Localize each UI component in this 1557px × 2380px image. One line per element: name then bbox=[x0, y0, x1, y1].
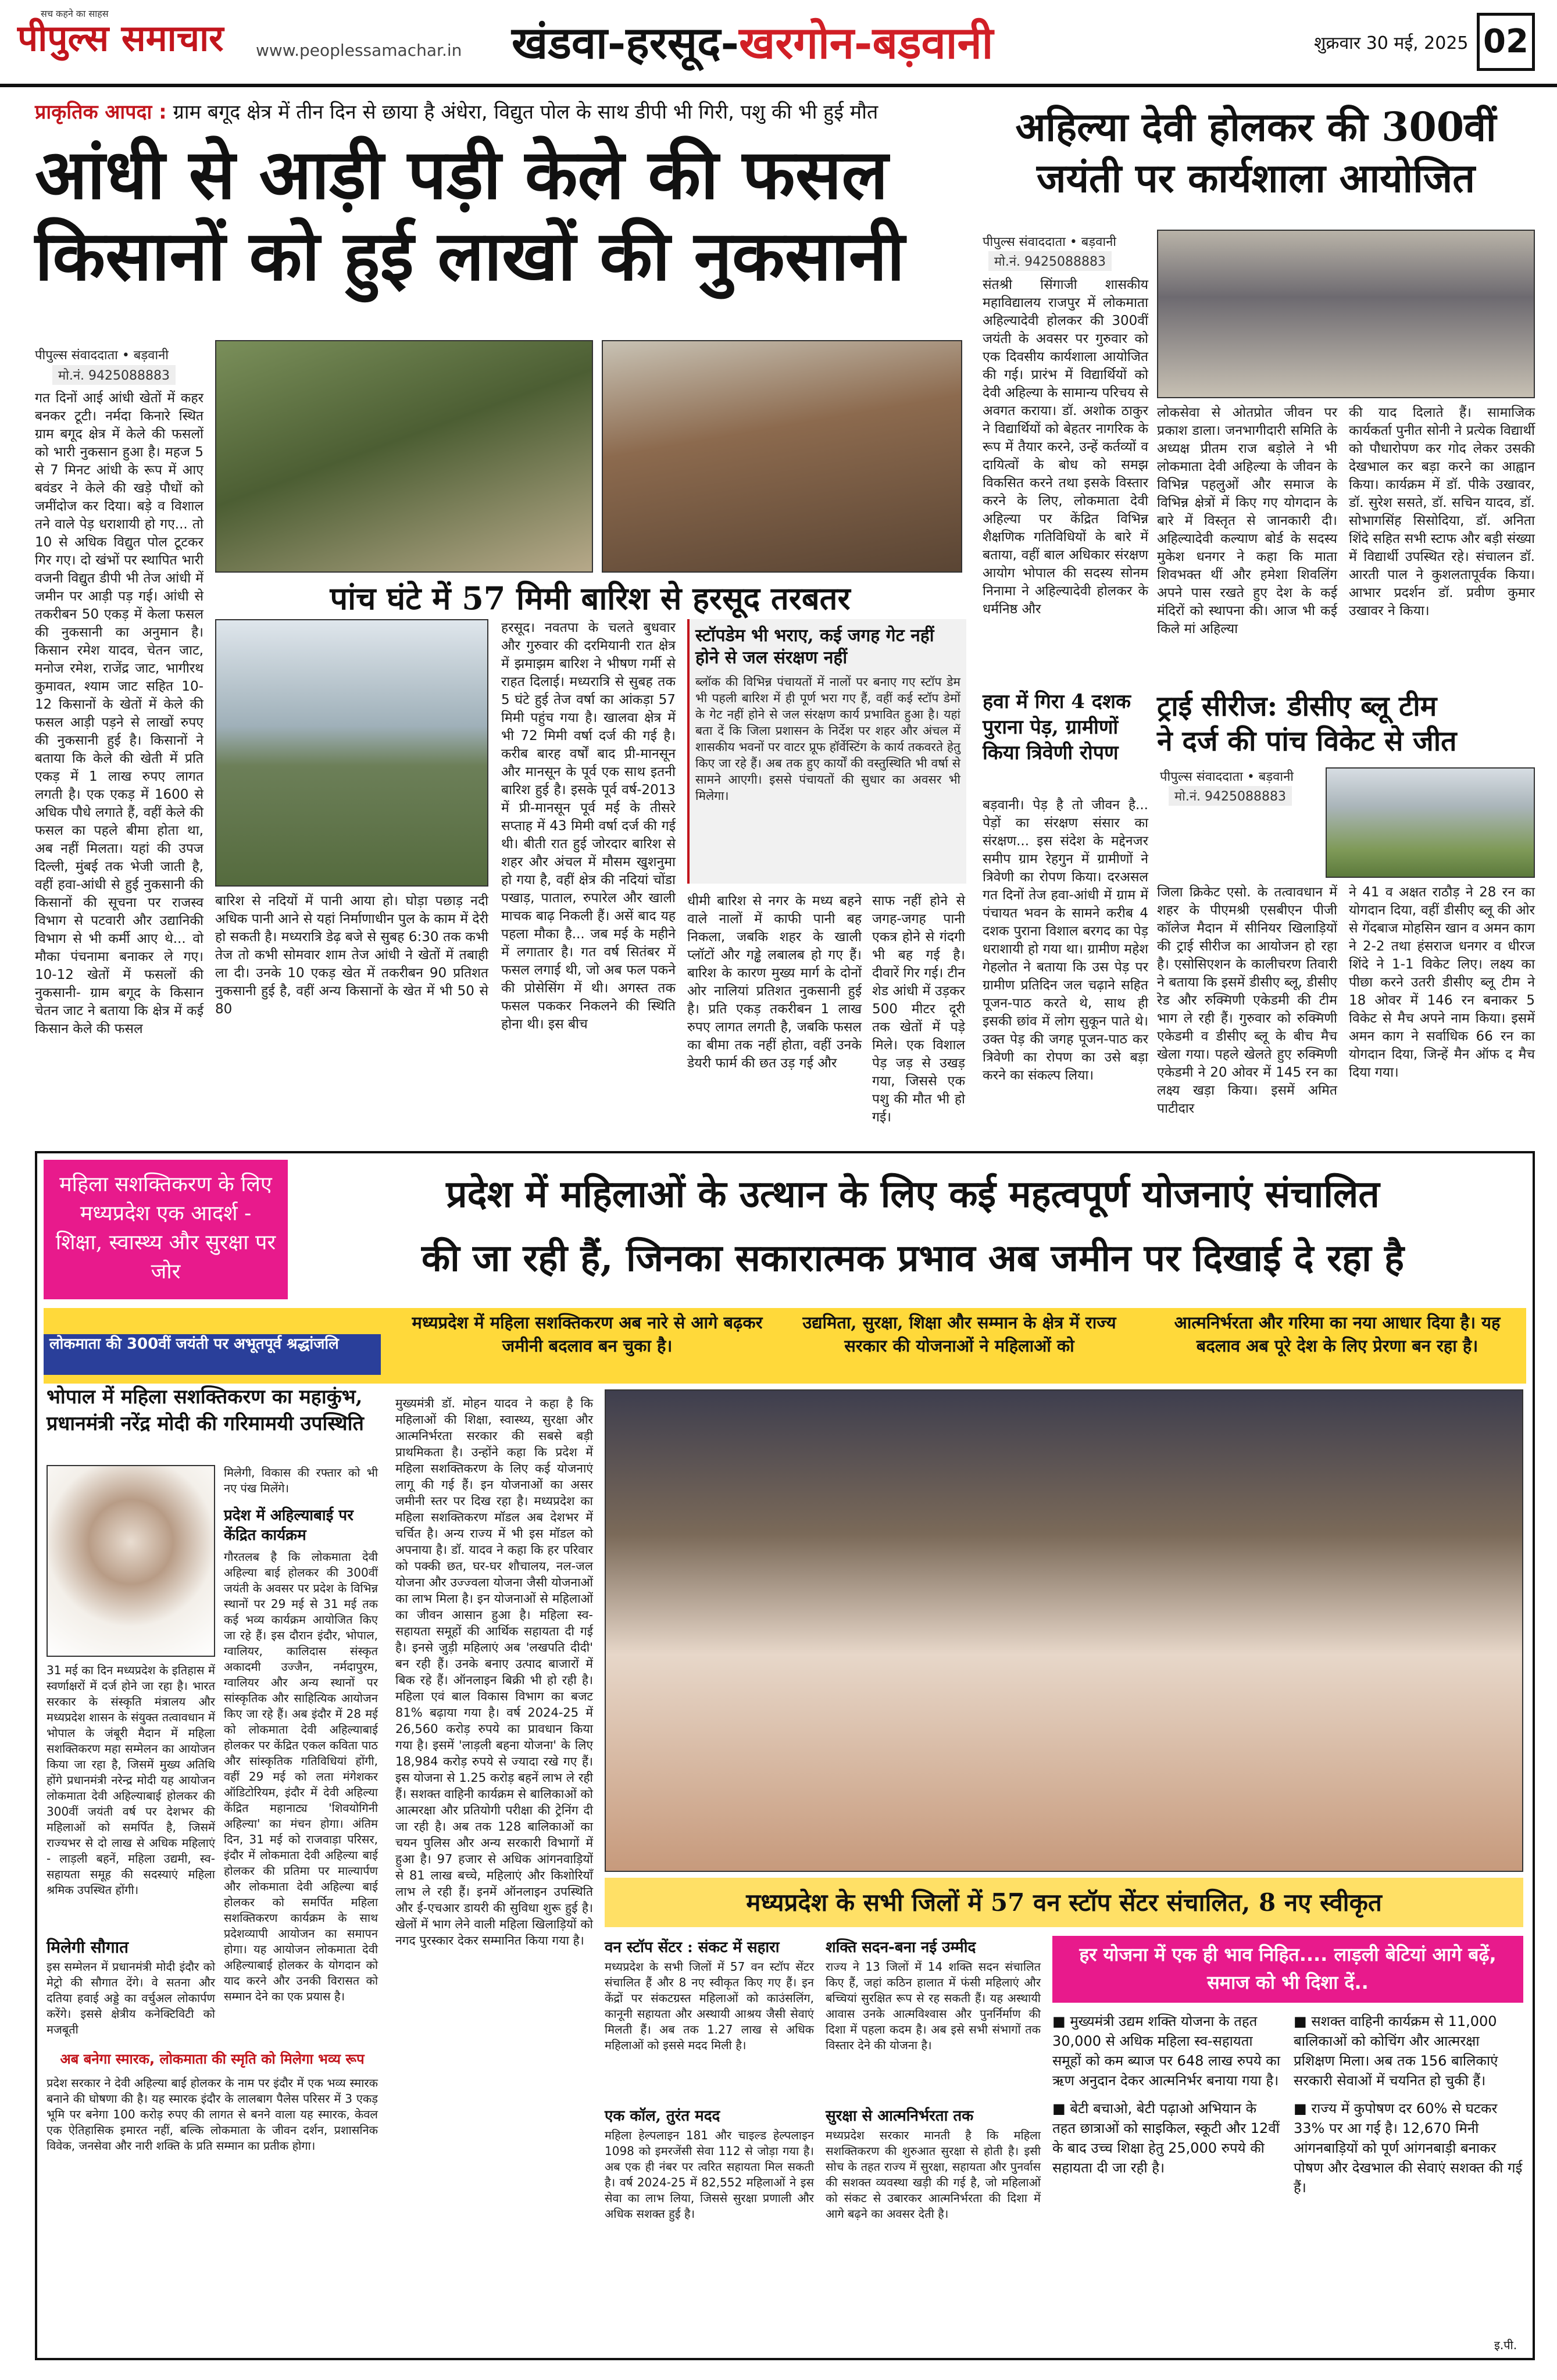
rain-column-4: साफ नहीं होने से जगह-जगह पानी एकत्र होने से गंदगी भी बह गई है। दीवारें गिर गई। टीन शेड आंधी में उड़कर 500 मीटर दूरी तक खेतों में पड़े मिले। एक विशाल पेड़ जड़ से उखड़ गया, जिससे एक पशु की मौत भी हो गई। bbox=[872, 894, 965, 1125]
cm-statement: मुख्यमंत्री डॉ. मोहन यादव ने कहा है कि महिलाओं की शिक्षा, स्वास्थ्य, सुरक्षा और आत्मनिर्भरता सरकार की सबसे बड़ी प्राथमिकता है। उन्होंने कहा कि प्रदेश में महिला सशक्तिकरण के लिए कई योजनाएं लागू की गई हैं। इन योजनाओं का असर जमीनी स्तर पर दिख रहा है। मध्यप्रदेश का महिला सशक्तिकरण मॉडल अब देशभर में चर्चित है। अन्य राज्य में भी इस मॉडल को अपनाया है। डॉ. यादव ने कहा कि हर परिवार को पक्की छत, घर-घर शौचालय, नल-जल योजना और उज्ज्वला योजना जैसी योजनाओं का लाभ मिला है। इन योजनाओं से महिलाओं का जीवन आसान हुआ है। महिला स्व-सहायता समूहों की आर्थिक सहायता दी गई है। इनसे जुड़ी महिलाएं अब 'लखपति दीदी' बन रही हैं। उनके बनाए उत्पाद बाजारों में बिक रहे हैं। ऑनलाइन बिक्री भी हो रही है। महिला एवं बाल विकास विभाग का बजट 81% बढ़ाया गया है। वर्ष 2024-25 में 26,560 करोड़ रुपये का प्रावधान किया गया है। इसमें 'लाड़ली बहना योजना' के लिए 18,984 करोड़ रुपये से ज्यादा रखे गए हैं। इस योजना से 1.25 करोड़ बहनें लाभ ले रही हैं। सशक्त वाहिनी कार्यक्रम से बालिकाओं को आत्मरक्षा और प्रतियोगी परीक्षा की ट्रेनिंग दी जा रही है। अब तक 128 बालिकाओं का चयन पुलिस और अन्य सरकारी विभागों में हुआ है। 97 हजार से अधिक आंगनवाड़ियों से 81 लाख बच्चे, महिलाएं और किशोरियाँ लाभ ले रही हैं। इनमें ऑनलाइन उपस्थिति और ई-एचआर डायरी की सुविधा शुरू हुई है। खेलों में भाग लेने वाली महिला खिलाड़ियों को नगद पुरस्कार देकर सम्मानित किया गया है। bbox=[395, 1396, 593, 1947]
shakti-head: शक्ति सदन-बना नई उम्मीद bbox=[826, 1939, 976, 1956]
workshop-photo bbox=[1157, 230, 1535, 398]
kicker-text: ग्राम बगूद क्षेत्र में तीन दिन से छाया है अंधेरा, विद्युत पोल के साथ डीपी भी गिरी, पशु की भी हुई मौत bbox=[173, 101, 879, 124]
safety-head: सुरक्षा से आत्मनिर्भरता तक bbox=[826, 2107, 974, 2125]
rain-column-2: बारिश से नदियों में पानी आया हो। घोड़ा पछाड़ नदी अधिक पानी आने से यहां निर्माणाधीन पुल के काम में देरी हो सकती है। मध्यरात्रि डेढ़ बजे से सुबह 6:30 तक कभी तेज तो कभी सोमवार शाम तेज आंधी ने खेतों में तबाही ला दी। उनके 10 एकड़ खेत में तकरीबन 90 प्रतिशत नुकसानी हुई है, वहीं अन्य किसानों के खेत में भी 50 से 80 bbox=[215, 894, 488, 1017]
lead-column: गत दिनों आई आंधी खेतों में कहर बनकर टूटी। नर्मदा किनारे स्थित ग्राम बगूद क्षेत्र में केले की फसलों को भारी नुकसान हुआ है। महज 5 से 7 मिनट आंधी के रूप में आए बवंडर ने केले की खड़े पौधों को जमींदोज कर दिया। बड़े व विशाल तने वाले पेड़ धराशायी हो गए... तो 10 से अधिक विद्युत पोल टूटकर गिर गए। दो खंभों पर स्थापित भारी वजनी विद्युत डीपी भी तेज आंधी में जमीन पर आड़ी पड़ गई। आंधी से तकरीबन 50 एकड़ में केला फसल की नुकसानी का अनुमान है। किसान रमेश यादव, चेतन जाट, मनोज रमेश, राजेंद्र जाट, भागीरथ कुमावत, श्याम जाट सहित 10-12 किसानों के खेतों में केले की फसल आड़ी पड़ने से लाखों रुपए की नुकसानी हुई है। किसानों ने बताया कि केले की खेती में प्रति एकड़ में 1 लाख रुपए लागत लगती है। एक एकड़ में 1600 से अधिक पौधे लगाते हैं, वहीं केले की फसल का पहले बीमा होता था, अब नहीं मिलता। यहां की उपज दिल्ली, मुंबई तक भेजी जाती है, वहीं हवा-आंधी से हुई नुकसानी की किसानों की सूचना पर राजस्व विभाग से पटवारी और उद्यानिकी विभाग से भी कर्मी आए थे... वो मौका पंचनामा बनाकर ले गए। 10-12 खेतों में फसलों की नुकसानी- ग्राम बगूद के किसान चेतन जाट ने बताया कि क्षेत्र में कई किसान केले की फसल bbox=[35, 391, 203, 1037]
ad-headline bbox=[302, 1163, 1523, 1291]
newspaper-logo[interactable]: पीपुल्स समाचार bbox=[17, 17, 224, 59]
logo-tagline: सच कहने का साहस bbox=[41, 8, 109, 19]
modi-portrait bbox=[47, 1465, 215, 1657]
ahilya-byline: पीपुल्स संवाददाता • बड़वानी bbox=[983, 235, 1116, 249]
left-sub-2: प्रदेश में अहिल्याबाई पर केंद्रित कार्यक्रम bbox=[224, 1507, 353, 1544]
rain-column-3: धीमी बारिश से नगर के मध्य बहने वाले नालों में काफी पानी बह निकला, जबकि शहर के खाली प्लॉटों और गड्ढे लबालब हो गए हैं। बारिश के कारण मुख्य मार्ग के दोनों ओर नालियां प्रतिशत नुकसानी हुई है। प्रति एकड़ तकरीबन 1 लाख रुपए लागत लगती है, जबकि फसल का बीमा तक नहीं होता, वहीं उनके डेयरी फार्म की छत उड़ गई और bbox=[687, 894, 862, 1071]
left-text-4: गौरतलब है कि लोकमाता देवी अहिल्या बाई होलकर की 300वीं जयंती के अवसर पर प्रदेश के विभिन्न स्थानों पर 29 मई से 31 मई तक कई भव्य कार्यक्रम आयोजित किए जा रहे हैं। इस दौरान इंदौर, भोपाल, ग्वालियर, कालिदास संस्कृत अकादमी उज्जैन, नर्मदापुरम, ग्वालियर और अन्य स्थानों पर सांस्कृतिक और साहित्यिक आयोजन किए जा रहे हैं। अब इंदौर में 28 मई को लोकमाता देवी अहिल्याबाई होलकर पर केंद्रित एकल कविता पाठ और सांस्कृतिक गतिविधियां होंगी, वहीं 29 मई को लता मंगेशकर ऑडिटोरियम, इंदौर में देवी अहिल्या केंद्रित महानाट्य 'शिवयोगिनी अहिल्या' का मंचन होगा। अंतिम दिन, 31 मई को राजवाड़ा परिसर, इंदौर में लोकमाता देवी अहिल्या बाई होलकर की प्रतिमा पर माल्यार्पण और लोकमाता देवी अहिल्या बाई होलकर को समर्पित महिला सशक्तिकरण कार्यक्रम के साथ प्रदेशव्यापी आयोजन का समापन होगा। यह आयोजन लोकमाता देवी अहिल्याबाई होलकर के योगदान को याद करने और उनकी विरासत को सम्मान देने का एक प्रयास है। bbox=[224, 1550, 378, 2003]
bullet-text: सशक्त वाहिनी कार्यक्रम से 11,000 बालिकाओं को कोचिंग और आत्मरक्षा प्रशिक्षण मिला। अब तक 156 बालिकाएं सरकारी सेवाओं में चयनित हो चुकी हैं। bbox=[1294, 2013, 1498, 2089]
call-text: महिला हेल्पलाइन 181 और चाइल्ड हेल्पलाइन 1098 को इमरजेंसी सेवा 112 से जोड़ा गया है। अब एक ही नंबर पर त्वरित सहायता मिल सकती है। वर्ष 2024-25 में 82,552 महिलाओं ने इस सेवा का लाभ लिया, जिससे सुरक्षा प्रणाली और अधिक सशक्त हुई है। bbox=[605, 2128, 814, 2221]
stopdam-text: ब्लॉक की विभिन्न पंचायतों में नालों पर बनाए गए स्टॉप डेम भी पहली बारिश में ही पूर्ण भरा गए हैं, वहीं कई स्टॉप डेमों के गेट नहीं होने से जल संरक्षण कार्य प्रभावित हुआ है। यहां बता दें कि जिला प्रशासन के निर्देश पर शहर और अंचल में शासकीय भवनों पर वाटर प्रूफ हॉर्वेस्टिंग के कार्य तकवरते हेतु किए जा रहे हैं। अब तक हुए कार्यों की वस्तुस्थिति भी वर्षा से सामने आएगी। इससे पंचायतों की सुधार का अवसर भी मिलेगा। bbox=[695, 675, 960, 803]
tree-headline: हवा में गिरा 4 दशक पुराना पेड़, ग्रामीणों किया त्रिवेणी रोपण bbox=[983, 690, 1131, 764]
cricket-mobile: मो.नं. 9425088883 bbox=[1169, 786, 1292, 806]
bullet-item: ■ बेटी बचाओ, बेटी पढ़ाओ अभियान के तहत छात्राओं को साइकिल, स्कूटी और 12वीं के बाद उच्च शिक्षा हेतु 25,000 रुपये की सहायता दी जा रही है। bbox=[1052, 2100, 1280, 2176]
left-banner-2: अब बनेगा स्मारक, लोकमाता की स्मृति को मिलेगा भव्य रूप bbox=[60, 2051, 365, 2067]
edition-title-black: खंडवा-हरसूद- bbox=[512, 17, 740, 69]
lead-byline: पीपुल्स संवाददाता • बड़वानी bbox=[35, 348, 169, 363]
ahilya-column-3: की याद दिलाते हैं। सामाजिक कार्यकर्ता पुनीत सोनी ने प्रत्येक विद्यार्थी को पौधारोपण कर गोद लेकर उसकी देखभाल कर बड़ा करने का आह्वान किया। कार्यक्रम में डॉ. पीके उखावर, डॉ. सुरेश ससते, डॉ. सचिन यादव, डॉ. सोभागसिंह सिसोदिया, डॉ. अनिता शिंदे सहित सभी स्टाफ और बड़ी संख्या में विद्यार्थी उपस्थित रहे। संचालन डॉ. आरती पाल ने कुशलतापूर्वक किया। आभार प्रदर्शन डॉ. प्रवीण कुमार उखावर ने किया। bbox=[1349, 405, 1535, 619]
river-photo bbox=[215, 619, 488, 887]
stopdam-title: स्टॉपडेम भी भराए, कई जगह गेट नहीं होने से जल संरक्षण नहीं bbox=[695, 626, 934, 668]
ahilya-headline-line2: जयंती पर कार्यशाला आयोजित bbox=[1037, 155, 1475, 202]
osc-text: मध्यप्रदेश के सभी जिलों में 57 वन स्टॉप सेंटर संचालित हैं और 8 नए स्वीकृत किए गए हैं। इन केंद्रों पर संकटग्रस्त महिलाओं को काउंसलिंग, कानूनी सहायता और अस्थायी आश्रय जैसी सेवाएं मिलती हैं। अब तक 1.27 लाख से अधिक महिलाओं को इससे मदद मिली है। bbox=[605, 1960, 814, 2052]
shakti-text: राज्य ने 13 जिलों में 14 शक्ति सदन संचालित किए हैं, जहां कठिन हालात में फंसी महिलाएं और बच्चियां सुरक्षित रूप से रह सकती हैं। यह अस्थायी आवास उनके आत्मविश्वास और पुनर्निर्माण की दिशा में पहला कदम है। अब इसे सभी संभागों तक विस्तार देने की योजना है। bbox=[826, 1960, 1041, 2052]
damaged-house-photo bbox=[602, 340, 962, 573]
left-banner: लोकमाता की 300वीं जयंती पर अभूतपूर्व श्रद्धांजलि bbox=[44, 1334, 381, 1375]
bullet-text: राज्य में कुपोषण दर 60% से घटकर 33% पर आ गई है। 12,670 मिनी आंगनबाड़ियों को पूर्ण आंगनबाड़ी बनाकर पोषण और देखभाल की सेवाएं सशक्त की गई हैं। bbox=[1294, 2100, 1523, 2196]
strip-text-3: आत्मनिर्भरता और गरिमा का नया आधार दिया है। यह बदलाव अब पूरे देश के लिए प्रेरणा बन रहा है। bbox=[1174, 1313, 1501, 1356]
bullets-col-b bbox=[1294, 2011, 1523, 2197]
bullets-col-a bbox=[1052, 2011, 1282, 2178]
osc-banner: मध्यप्रदेश के सभी जिलों में 57 वन स्टॉप सेंटर संचालित, 8 नए स्वीकृत bbox=[605, 1878, 1523, 1927]
left-text-3: मिलेगी, विकास की रफ्तार को भी नए पंख मिलेंगे। bbox=[224, 1466, 378, 1495]
ahilya-headline-line1: अहिल्या देवी होलकर की 300वीं bbox=[1015, 104, 1497, 151]
issue-date: शुक्रवार 30 मई, 2025 bbox=[1314, 33, 1469, 53]
ahilya-mobile: मो.नं. 9425088883 bbox=[988, 251, 1112, 271]
edition-title-red: खरगोन-बड़वानी bbox=[739, 17, 994, 69]
left-text-5: प्रदेश सरकार ने देवी अहिल्या बाई होलकर के नाम पर इंदौर में एक भव्य स्मारक बनाने की घोषणा की है। यह स्मारक इंदौर के लालबाग पैलेस परिसर में 3 एकड़ भूमि पर बनेगा 100 करोड़ रुपए की लागत से बनने वाला यह स्मारक, केवल एक ऐतिहासिक इमारत नहीं, बल्कि लोकमाता के जीवन दर्शन, प्रशासनिक विवेक, जनसेवा और नारी शक्ति के प्रति सम्मान का प्रतीक होगा। bbox=[47, 2076, 378, 2153]
left-text: 31 मई का दिन मध्यप्रदेश के इतिहास में स्वर्णाक्षरों में दर्ज होने जा रहा है। भारत सरकार के संस्कृति मंत्रालय और मध्यप्रदेश शासन के संयुक्त तत्वावधान में भोपाल के जंबूरी मैदान में महिला सशक्तिकरण महा सम्मेलन का आयोजन किया जा रहा है, जिसमें मुख्य अतिथि होंगे प्रधानमंत्री नरेन्द्र मोदी यह आयोजन लोकमाता देवी अहिल्याबाई होलकर की 300वीं जयंती वर्ष पर देशभर की महिलाओं को समर्पित है, जिसमें राज्यभर से दो लाख से अधिक महिलाएं - लाड़ली बहनें, महिला उद्यमी, स्व-सहायता समूह की सदस्याएं महिला श्रमिक उपस्थित होंगी। bbox=[47, 1663, 215, 1897]
ad-code: इ.पी. bbox=[1494, 2338, 1517, 2352]
ad-headline-line1: प्रदेश में महिलाओं के उत्थान के लिए कई महत्वपूर्ण योजनाएं संचालित bbox=[446, 1173, 1380, 1216]
rain-headline: पांच घंटे में 57 मिमी बारिश से हरसूद तरबतर bbox=[330, 580, 851, 617]
bullet-text: मुख्यमंत्री उद्यम शक्ति योजना के तहत 30,000 से अधिक महिला स्व-सहायता समूहों को कम ब्याज पर 648 लाख रुपये का ऋण अनुदान देकर आत्मनिर्भर बनाया गया है। bbox=[1052, 2013, 1280, 2089]
cricket-headline bbox=[1157, 689, 1535, 759]
bullet-item: ■ सशक्त वाहिनी कार्यक्रम से 11,000 बालिकाओं को कोचिंग और आत्मरक्षा प्रशिक्षण मिला। अब तक 156 बालिकाएं सरकारी सेवाओं में चयनित हो चुकी हैं। bbox=[1294, 2013, 1498, 2089]
lead-headline-line2: किसानों को हुई लाखों की नुकसानी bbox=[35, 215, 905, 296]
cricket-headline-line1: ट्राई सीरीज: डीसीए ब्लू टीम bbox=[1157, 690, 1437, 723]
cricket-photo bbox=[1326, 767, 1535, 878]
ahilya-headline bbox=[977, 102, 1535, 204]
lead-headline-line1: आंधी से आड़ी पड़ी केले की फसल bbox=[35, 134, 888, 215]
edition-title bbox=[512, 12, 993, 72]
cricket-column-2: ने 41 व अक्षत राठौड़ ने 28 रन का योगदान दिया, वहीं डीसीए ब्लू की ओर से गेंदबाज मोहसिन खान व अमन काग ने 2-2 तथा हंसराज धनगर व धीरज शिंदे ने 1-1 विकेट लिए। लक्ष्य का पीछा करने उतरी डीसीए ब्लू टीम ने 18 ओवर में 146 रन बनाकर 5 विकेट से मैच अपने नाम किया। इसमें अमन काग ने सर्वाधिक 66 रन का योगदान दिया, जिन्हें मैन ऑफ द मैच दिया गया। bbox=[1349, 885, 1535, 1080]
left-sub: मिलेगी सौगात bbox=[47, 1938, 128, 1957]
safety-text: मध्यप्रदेश सरकार मानती है कि महिला सशक्तिकरण की शुरुआत सुरक्षा से होती है। इसी सोच के तहत राज्य में सुरक्षा, सहायता और पुनर्वास की सशक्त व्यवस्था खड़ी की गई है, जो महिलाओं को संकट से उबारकर आत्मनिर्भरता की दिशा में आगे बढ़ने का अवसर देती है। bbox=[826, 2128, 1041, 2221]
strip-text-2: उद्यमिता, सुरक्षा, शिक्षा और सम्मान के क्षेत्र में राज्य सरकार की योजनाओं ने महिलाओं को bbox=[802, 1313, 1116, 1356]
ladli-banner: हर योजना में एक ही भाव निहित.... लाड़ली बेटियां आगे बढ़ें, समाज को भी दिशा दें.. bbox=[1052, 1936, 1523, 2003]
left-text-2: इस सम्मेलन में प्रधानमंत्री मोदी इंदौर को मेट्रो की सौगात देंगे। वे सतना और दतिया हवाई अड्डे का वर्चुअल लोकार्पण करेंगे। इससे क्षेत्रीय कनेक्टिविटी को मजबूती bbox=[47, 1960, 215, 2036]
lead-mobile: मो.नं. 9425088883 bbox=[52, 365, 176, 385]
rain-column-1: हरसूद। नवतपा के चलते बुधवार और गुरुवार की दरमियानी रात क्षेत्र में झमाझम बारिश ने भीषण गर्मी से राहत दिलाई। मध्यरात्रि से सुबह तक 5 घंटे हुई तेज वर्षा का आंकड़ा 57 मिमी पहुंच गया है। खालवा क्षेत्र में भी 72 मिमी वर्षा दर्ज की गई है। करीब बारह वर्षों बाद प्री-मानसून और मानसून के पूर्व एक साथ इतनी बारिश हुई है। इसके पूर्व वर्ष-2013 में प्री-मानसून पूर्व मई के तीसरे सप्ताह में 43 मिमी वर्षा दर्ज की गई थी। बीती रात हुई जोरदार बारिश से शहर और अंचल में मौसम खुशनुमा हो गया है, वहीं क्षेत्र की नदियां चोंडा पखाड़, पाताल, रुपारेल और खाली माचक बाढ़ निकली हैं। असें बाद यह पहला मौका है... जब मई के महीने में लगातार है। गत वर्ष सितंबर में फसल लगाई थी, जो अब फल पकने की प्रोसेसिंग में थी। अगस्त तक फसल पककर निकलने की स्थिति होना थी। इस बीच bbox=[501, 620, 676, 1032]
ahilya-column-1: संतश्री सिंगाजी शासकीय महाविद्यालय राजपुर में लोकमाता अहिल्यादेवी होलकर की 300वीं जयंती के अवसर पर गुरुवार को एक दिवसीय कार्यशाला आयोजित की गई। प्रारंभ में विद्यार्थियों को देवी अहिल्या के सामान्य परिचय से अवगत कराया। डॉ. अशोक ठाकुर ने विद्यार्थियों को बेहतर नागरिक के रूप में तैयार करने, उन्हें कर्तव्यों व दायित्वों के बोध को समझ विकसित करने तथा इसके विस्तार करने के लिए, लोकमाता देवी अहिल्या पर केंद्रित विभिन्न शैक्षणिक गतिविधियों के बारे में बताया, वहीं बाल अधिकार संरक्षण आयोग भोपाल की सदस्य सोनम निनामा ने अहिल्यादेवी होलकर के धर्मनिष्ठ और bbox=[983, 277, 1148, 617]
strip-text-1: मध्यप्रदेश में महिला सशक्तिकरण अब नारे से आगे बढ़कर जमीनी बदलाव बन चुका है। bbox=[412, 1313, 763, 1356]
bullet-item: ■ राज्य में कुपोषण दर 60% से घटकर 33% पर आ गई है। 12,670 मिनी आंगनबाड़ियों को पूर्ण आंगनबाड़ी बनाकर पोषण और देखभाल की सेवाएं सशक्त की गई हैं। bbox=[1294, 2100, 1523, 2196]
ahilya-column-2: लोकसेवा से ओतप्रोत जीवन पर प्रकाश डाला। जनभागीदारी समिति के अध्यक्ष प्रीतम राज बड़ोले ने भी लोकमाता देवी अहिल्या के जीवन के विभिन्न पहलुओं और समाज के विभिन्न क्षेत्रों में किए गए योगदान के बारे में विस्तृत से जानकारी दी। अहिल्यादेवी कल्याण बोर्ड के सदस्य मुकेश धनगर ने कहा कि माता शिवभक्त थीं और हमेशा शिवलिंग अपने पास रखते हुए देश के कई मंदिरों को स्थापना की। आज भी कई किले मां अहिल्या bbox=[1157, 405, 1337, 637]
ad-headline-line2: की जा रही हैं, जिनका सकारात्मक प्रभाव अब जमीन पर दिखाई दे रहा है bbox=[422, 1237, 1404, 1280]
ad-pink-box: महिला सशक्तिकरण के लिए मध्यप्रदेश एक आदर्श - शिक्षा, स्वास्थ्य और सुरक्षा पर जोर bbox=[44, 1160, 288, 1299]
lead-headline bbox=[35, 134, 965, 296]
page-number: 02 bbox=[1477, 13, 1535, 71]
cricket-headline-line2: ने दर्ज की पांच विकेट से जीत bbox=[1157, 725, 1457, 757]
site-url[interactable]: www.peoplessamachar.in bbox=[256, 41, 462, 60]
lead-kicker bbox=[35, 98, 965, 124]
bullet-item: ■ मुख्यमंत्री उद्यम शक्ति योजना के तहत 30,000 से अधिक महिला स्व-सहायता समूहों को कम ब्याज पर 648 लाख रुपये का ऋण अनुदान देकर आत्मनिर्भर बनाया गया है। bbox=[1052, 2013, 1280, 2089]
kicker-label: प्राकृतिक आपदा : bbox=[35, 101, 167, 124]
bullet-text: बेटी बचाओ, बेटी पढ़ाओ अभियान के तहत छात्राओं को साइकिल, स्कूटी और 12वीं के बाद उच्च शिक्षा हेतु 25,000 रुपये की सहायता दी जा रही है। bbox=[1052, 2100, 1280, 2176]
banana-crop-photo bbox=[215, 340, 593, 573]
tree-column: बड़वानी। पेड़ है तो जीवन है... पेड़ों का संरक्षण संसार का संरक्षण... इस संदेश के मद्देनजर समीप ग्राम रेहगुन में ग्रामीणों ने त्रिवेणी का रोपण किया। दरअसल गत दिनों तेज हवा-आंधी में ग्राम में पंचायत भवन के सामने करीब 4 दशक पुराना विशाल बरगद का पेड़ धराशायी हो गया था। ग्रामीण महेश गेहलोत ने बताया कि उस पेड़ पर ग्रामीण प्रतिदिन जल चढ़ाने सहित पूजन-पाठ करते थे, साथ ही इसकी छांव में लोग सुकून पाते थे। उक्त पेड़ की जगह पूजन-पाठ कर त्रिवेणी का रोपण का उसे बड़ा करने का संकल्प लिया। bbox=[983, 798, 1148, 1083]
event-photo bbox=[605, 1389, 1523, 1872]
stopdam-box bbox=[687, 619, 966, 884]
cricket-byline: पीपुल्स संवाददाता • बड़वानी bbox=[1160, 770, 1294, 784]
left-head: भोपाल में महिला सशक्तिकरण का महाकुंभ, प्रधानमंत्री नरेंद्र मोदी की गरिमामयी उपस्थिति bbox=[47, 1385, 364, 1435]
osc-head: वन स्टॉप सेंटर : संकट में सहारा bbox=[605, 1939, 780, 1956]
cricket-column-1: जिला क्रिकेट एसो. के तत्वावधान में शहर के पीएमश्री एसबीएन पीजी कॉलेज मैदान में सीनियर खिलाड़ियों की ट्राई सीरीज का आयोजन हो रहा है। एसोसिएशन के कालीचरण तिवारी ने बताया कि इसमें डीसीए ब्लू, डीसीए रेड और रुक्मिणी एकेडमी की टीम भाग ले रही हैं। गुरुवार को रुक्मिणी एकेडमी व डीसीए ब्लू के बीच मैच खेला गया। पहले खेलते हुए रुक्मिणी एकेडमी ने 20 ओवर में 145 रन का लक्ष्य खड़ा किया। इसमें अमित पाटीदार bbox=[1157, 885, 1337, 1116]
call-head: एक कॉल, तुरंत मदद bbox=[605, 2107, 720, 2125]
